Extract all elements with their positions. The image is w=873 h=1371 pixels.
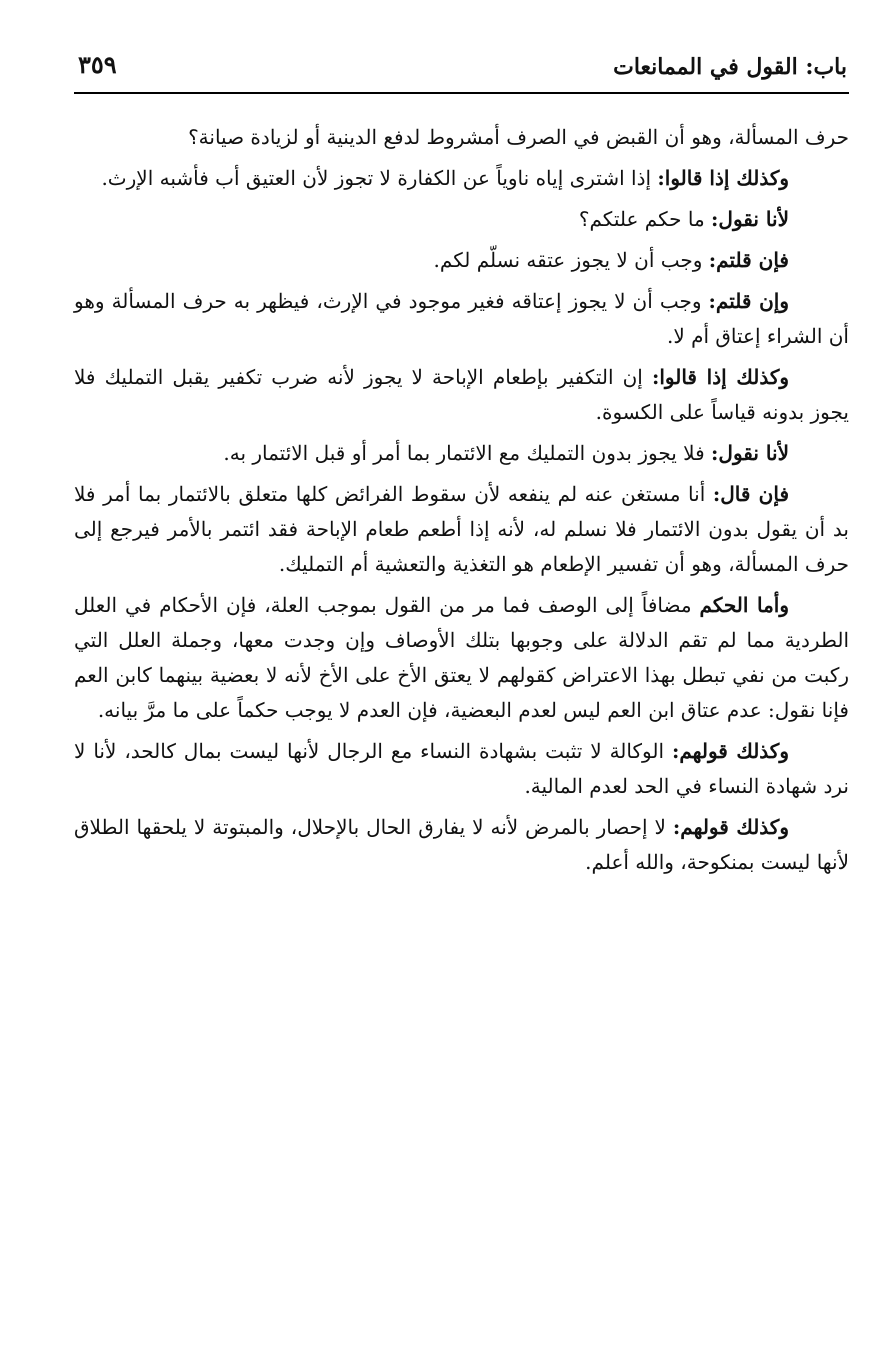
paragraph-lead: فإن قال: xyxy=(712,482,790,506)
running-header xyxy=(74,40,849,94)
paragraph-text: أنا مستغن عنه لم ينفعه لأن سقوط الفرائض كلها متعلق بالائتمار بما أمر فلا بد أن يقول بدون الائتمار فلا نسلم له، لأنه إذا أطعم طعام الإباحة فقد ائتمر بالأمر فيرجع إلى حرف المسألة، وهو أن تفسير الإطعام هو التغذية والتعشية أم التمليك. xyxy=(74,482,849,576)
paragraph-text: ما حكم علتكم؟ xyxy=(578,207,712,231)
paragraph-text: وجب أن لا يجوز إعتاقه فغير موجود في الإرث، فيظهر به حرف المسألة وهو أن الشراء إعتاق أم لا. xyxy=(74,289,849,348)
paragraph xyxy=(74,734,849,804)
paragraph-text: الوكالة لا تثبت بشهادة النساء مع الرجال لأنها ليست بمال كالحد، لأنا لا نرد شهادة النساء في الحد لعدم المالية. xyxy=(74,739,849,798)
paragraph-lead: وكذلك قولهم: xyxy=(672,815,789,839)
paragraph-text: وجب أن لا يجوز عتقه نسلّم لكم. xyxy=(433,248,709,272)
chapter-title: باب: القول في الممانعات xyxy=(613,54,847,80)
paragraph-text: حرف المسألة، وهو أن القبض في الصرف أمشروط لدفع الدينية أو لزيادة صيانة؟ xyxy=(188,125,849,149)
paragraph xyxy=(74,477,849,582)
paragraph xyxy=(74,243,849,278)
paragraph-text: لا إحصار بالمرض لأنه لا يفارق الحال بالإحلال، والمبتوتة لا يلحقها الطلاق لأنها ليست بمنكوحة، والله أعلم. xyxy=(74,815,849,874)
book-page xyxy=(74,40,849,886)
paragraph xyxy=(74,120,849,155)
body-text xyxy=(74,120,849,880)
paragraph xyxy=(74,161,849,196)
paragraph-lead: وإن قلتم: xyxy=(708,289,790,313)
page-number: ٣٥٩ xyxy=(78,50,117,79)
paragraph-lead: فإن قلتم: xyxy=(708,248,789,272)
paragraph-lead: لأنا نقول: xyxy=(711,207,789,231)
paragraph xyxy=(74,202,849,237)
paragraph xyxy=(74,284,849,354)
paragraph-lead: وأما الحكم xyxy=(699,593,789,617)
paragraph-text: فلا يجوز بدون التمليك مع الائتمار بما أمر أو قبل الائتمار به. xyxy=(223,441,712,465)
paragraph-text: إذا اشترى إياه ناوياً عن الكفارة لا تجوز لأن العتيق أب فأشبه الإرث. xyxy=(101,166,658,190)
paragraph-lead: وكذلك إذا قالوا: xyxy=(657,166,789,190)
paragraph xyxy=(74,436,849,471)
paragraph xyxy=(74,588,849,728)
paragraph-text: مضافاً إلى الوصف فما مر من القول بموجب العلة، فإن الأحكام في العلل الطردية مما لم تقم الدلالة على وجوبها بتلك الأوصاف وإن وجدت معها، وجملة العلل التي ركبت من نفي تبطل بهذا الاعتراض كقولهم لا يعتق الأخ على الأخ لأنه لا بعضية بينهما كابن العم فإنا نقول: عدم عتاق ابن العم ليس لعدم البعضية، فإن العدم لا يوجب حكماً على ما مرَّ بيانه. xyxy=(74,593,849,722)
paragraph-lead: لأنا نقول: xyxy=(711,441,789,465)
paragraph-lead: وكذلك إذا قالوا: xyxy=(651,365,790,389)
paragraph-lead: وكذلك قولهم: xyxy=(671,739,789,763)
paragraph-text: إن التكفير بإطعام الإباحة لا يجوز لأنه ضرب تكفير يقبل التمليك فلا يجوز بدونه قياساً على الكسوة. xyxy=(74,365,849,424)
paragraph xyxy=(74,360,849,430)
paragraph xyxy=(74,810,849,880)
